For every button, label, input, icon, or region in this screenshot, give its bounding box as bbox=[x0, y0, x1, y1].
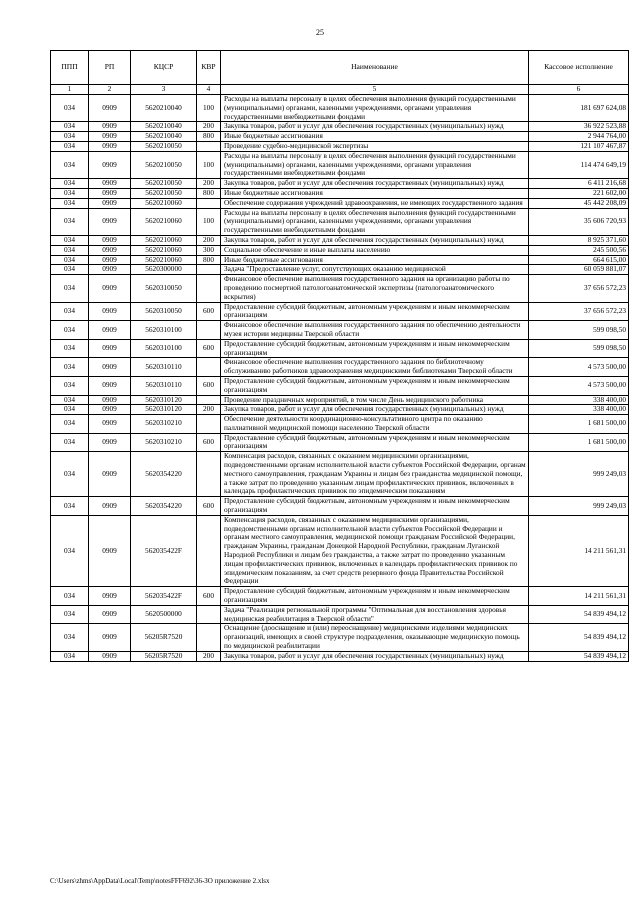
cell-kcsr: 5620310210 bbox=[131, 433, 197, 452]
cell-amount: 35 606 720,93 bbox=[529, 208, 629, 235]
table-row bbox=[51, 624, 629, 651]
cell-rp: 0909 bbox=[89, 245, 131, 255]
cell-name: Расходы на выплаты персоналу в целях обеспечения выполнения функций государственными (муниципальными) органами, казенными учреждениями, органами управления государственными внебюджетными фондами bbox=[221, 95, 529, 122]
cell-ppp: 034 bbox=[51, 358, 89, 377]
cell-name: Предоставление субсидий бюджетным, автономным учреждениям и иным некоммерческим организациям bbox=[221, 587, 529, 606]
cell-rp: 0909 bbox=[89, 198, 131, 208]
table-row bbox=[51, 302, 629, 321]
cell-kcsr: 5620210050 bbox=[131, 151, 197, 178]
cell-amount: 664 615,00 bbox=[529, 255, 629, 265]
cell-name: Предоставление субсидий бюджетным, автономным учреждениям и иным некоммерческим организациям bbox=[221, 497, 529, 516]
cell-rp: 0909 bbox=[89, 265, 131, 275]
cell-ppp: 034 bbox=[51, 405, 89, 415]
cell-kcsr: 5620354220 bbox=[131, 452, 197, 497]
cell-amount: 4 573 500,00 bbox=[529, 376, 629, 395]
cell-kcsr: 5620210050 bbox=[131, 188, 197, 198]
cell-ppp: 034 bbox=[51, 339, 89, 358]
cell-amount: 181 697 624,08 bbox=[529, 95, 629, 122]
table-row bbox=[51, 122, 629, 132]
table-row bbox=[51, 358, 629, 377]
cell-rp: 0909 bbox=[89, 151, 131, 178]
cell-ppp: 034 bbox=[51, 151, 89, 178]
cell-kcsr: 5620210060 bbox=[131, 208, 197, 235]
cell-kcsr: 5620210060 bbox=[131, 255, 197, 265]
table-row bbox=[51, 245, 629, 255]
cell-rp: 0909 bbox=[89, 188, 131, 198]
cell-kcsr: 562035422F bbox=[131, 587, 197, 606]
table-row bbox=[51, 208, 629, 235]
cell-rp: 0909 bbox=[89, 587, 131, 606]
cell-kvr: 600 bbox=[197, 339, 221, 358]
cell-rp: 0909 bbox=[89, 624, 131, 651]
file-path-footer: C:\Users\zhms\AppData\Local\Temp\notesFFF692\36-ЗО приложение 2.xlsx bbox=[50, 877, 270, 885]
cell-rp: 0909 bbox=[89, 132, 131, 142]
cell-ppp: 034 bbox=[51, 497, 89, 516]
cell-rp: 0909 bbox=[89, 122, 131, 132]
cell-rp: 0909 bbox=[89, 395, 131, 405]
cell-kcsr: 562035422F bbox=[131, 515, 197, 586]
cell-amount: 37 656 572,23 bbox=[529, 275, 629, 302]
cell-amount: 60 059 881,07 bbox=[529, 265, 629, 275]
cell-name: Предоставление субсидий бюджетным, автономным учреждениям и иным некоммерческим организациям bbox=[221, 376, 529, 395]
cell-kvr: 100 bbox=[197, 151, 221, 178]
cell-ppp: 034 bbox=[51, 188, 89, 198]
cell-amount: 14 211 561,31 bbox=[529, 515, 629, 586]
col-name: Наименование bbox=[221, 51, 529, 85]
cell-kvr: 800 bbox=[197, 255, 221, 265]
table-row bbox=[51, 339, 629, 358]
table-row bbox=[51, 415, 629, 434]
table-row bbox=[51, 198, 629, 208]
cell-rp: 0909 bbox=[89, 339, 131, 358]
cell-ppp: 034 bbox=[51, 265, 89, 275]
table-row bbox=[51, 275, 629, 302]
table-row bbox=[51, 141, 629, 151]
cell-ppp: 034 bbox=[51, 275, 89, 302]
cell-kcsr: 5620210040 bbox=[131, 122, 197, 132]
cell-ppp: 034 bbox=[51, 433, 89, 452]
cell-kvr: 100 bbox=[197, 95, 221, 122]
cell-kcsr: 5620310120 bbox=[131, 395, 197, 405]
cell-amount: 999 249,03 bbox=[529, 497, 629, 516]
cell-name: Предоставление субсидий бюджетным, автономным учреждениям и иным некоммерческим организациям bbox=[221, 339, 529, 358]
cell-name: Финансовое обеспечение выполнения государственного задания по библиотечному обслуживанию работников здравоохранения медицинскими библиотеками Тверской области bbox=[221, 358, 529, 377]
cell-ppp: 034 bbox=[51, 198, 89, 208]
cell-kvr: 200 bbox=[197, 235, 221, 245]
col-kvr: КВР bbox=[197, 51, 221, 85]
cell-kvr: 200 bbox=[197, 179, 221, 189]
cell-kcsr: 5620310110 bbox=[131, 376, 197, 395]
table-row bbox=[51, 179, 629, 189]
table-row bbox=[51, 587, 629, 606]
cell-ppp: 034 bbox=[51, 302, 89, 321]
col-amount: Кассовое исполнение bbox=[529, 51, 629, 85]
cell-kvr bbox=[197, 605, 221, 624]
table-row bbox=[51, 95, 629, 122]
col-number: 5 bbox=[221, 85, 529, 95]
cell-kcsr: 5620210050 bbox=[131, 179, 197, 189]
cell-kvr: 600 bbox=[197, 587, 221, 606]
table-row bbox=[51, 605, 629, 624]
cell-kvr bbox=[197, 358, 221, 377]
table-row bbox=[51, 376, 629, 395]
col-number: 4 bbox=[197, 85, 221, 95]
cell-amount: 245 500,56 bbox=[529, 245, 629, 255]
cell-name: Оснащение (дооснащение и (или) переоснащение) медицинскими изделиями медицинских организаций, имеющих в своей структуре подразделения, оказывающие медицинскую помощь по медицинской реабилитации bbox=[221, 624, 529, 651]
cell-rp: 0909 bbox=[89, 376, 131, 395]
cell-kcsr: 5620210050 bbox=[131, 141, 197, 151]
cell-kvr: 800 bbox=[197, 132, 221, 142]
col-number: 6 bbox=[529, 85, 629, 95]
cell-kvr bbox=[197, 452, 221, 497]
cell-kcsr: 5620310050 bbox=[131, 275, 197, 302]
cell-ppp: 034 bbox=[51, 624, 89, 651]
cell-kvr: 600 bbox=[197, 433, 221, 452]
col-ppp: ППП bbox=[51, 51, 89, 85]
col-number: 2 bbox=[89, 85, 131, 95]
cell-name: Иные бюджетные ассигнования bbox=[221, 255, 529, 265]
cell-rp: 0909 bbox=[89, 208, 131, 235]
cell-rp: 0909 bbox=[89, 275, 131, 302]
cell-ppp: 034 bbox=[51, 321, 89, 340]
cell-ppp: 034 bbox=[51, 415, 89, 434]
cell-rp: 0909 bbox=[89, 255, 131, 265]
table-row bbox=[51, 188, 629, 198]
cell-ppp: 034 bbox=[51, 235, 89, 245]
cell-name: Задача "Предоставление услуг, сопутствующих оказанию медицинской bbox=[221, 265, 529, 275]
col-rp: РП bbox=[89, 51, 131, 85]
cell-amount: 14 211 561,31 bbox=[529, 587, 629, 606]
cell-ppp: 034 bbox=[51, 179, 89, 189]
cell-kvr bbox=[197, 515, 221, 586]
table-row bbox=[51, 433, 629, 452]
table-row bbox=[51, 235, 629, 245]
cell-name: Предоставление субсидий бюджетным, автономным учреждениям и иным некоммерческим организациям bbox=[221, 302, 529, 321]
cell-name: Задача "Реализация региональной программы "Оптимальная для восстановления здоровья медицинская реабилитация в Тверской области" bbox=[221, 605, 529, 624]
table-row bbox=[51, 651, 629, 661]
table-row bbox=[51, 132, 629, 142]
cell-kcsr: 5620310100 bbox=[131, 321, 197, 340]
cell-ppp: 034 bbox=[51, 605, 89, 624]
cell-kcsr: 5620210060 bbox=[131, 245, 197, 255]
cell-ppp: 034 bbox=[51, 245, 89, 255]
cell-name: Закупка товаров, работ и услуг для обеспечения государственных (муниципальных) нужд bbox=[221, 122, 529, 132]
cell-ppp: 034 bbox=[51, 515, 89, 586]
cell-amount: 1 681 500,00 bbox=[529, 415, 629, 434]
cell-rp: 0909 bbox=[89, 415, 131, 434]
table-row bbox=[51, 515, 629, 586]
cell-rp: 0909 bbox=[89, 358, 131, 377]
cell-amount: 54 839 494,12 bbox=[529, 605, 629, 624]
cell-rp: 0909 bbox=[89, 433, 131, 452]
cell-rp: 0909 bbox=[89, 497, 131, 516]
cell-ppp: 034 bbox=[51, 132, 89, 142]
cell-rp: 0909 bbox=[89, 515, 131, 586]
cell-amount: 338 400,00 bbox=[529, 395, 629, 405]
table-row bbox=[51, 151, 629, 178]
cell-rp: 0909 bbox=[89, 141, 131, 151]
cell-ppp: 034 bbox=[51, 255, 89, 265]
cell-amount: 1 681 500,00 bbox=[529, 433, 629, 452]
cell-kvr bbox=[197, 624, 221, 651]
cell-name: Закупка товаров, работ и услуг для обеспечения государственных (муниципальных) нужд bbox=[221, 235, 529, 245]
table-row bbox=[51, 497, 629, 516]
cell-kvr: 600 bbox=[197, 497, 221, 516]
cell-kcsr: 5620210060 bbox=[131, 198, 197, 208]
cell-kcsr: 5620210040 bbox=[131, 95, 197, 122]
cell-ppp: 034 bbox=[51, 452, 89, 497]
cell-ppp: 034 bbox=[51, 651, 89, 661]
cell-kvr bbox=[197, 415, 221, 434]
cell-amount: 54 839 494,12 bbox=[529, 624, 629, 651]
cell-rp: 0909 bbox=[89, 651, 131, 661]
col-kcsr: КЦСР bbox=[131, 51, 197, 85]
cell-kvr: 200 bbox=[197, 651, 221, 661]
cell-name: Проведение праздничных мероприятий, в том числе День медицинского работника bbox=[221, 395, 529, 405]
cell-amount: 8 925 371,60 bbox=[529, 235, 629, 245]
column-number-row bbox=[51, 85, 629, 95]
budget-table bbox=[50, 50, 629, 662]
cell-rp: 0909 bbox=[89, 605, 131, 624]
cell-kvr bbox=[197, 141, 221, 151]
cell-kcsr: 5620300000 bbox=[131, 265, 197, 275]
cell-rp: 0909 bbox=[89, 321, 131, 340]
cell-kcsr: 5620310120 bbox=[131, 405, 197, 415]
table-row bbox=[51, 321, 629, 340]
cell-rp: 0909 bbox=[89, 452, 131, 497]
cell-kcsr: 5620310050 bbox=[131, 302, 197, 321]
cell-kcsr: 56205R7520 bbox=[131, 651, 197, 661]
cell-name: Расходы на выплаты персоналу в целях обеспечения выполнения функций государственными (муниципальными) органами, казенными учреждениями, органами управления государственными внебюджетными фондами bbox=[221, 208, 529, 235]
cell-kvr bbox=[197, 198, 221, 208]
cell-rp: 0909 bbox=[89, 405, 131, 415]
cell-amount: 4 573 500,00 bbox=[529, 358, 629, 377]
cell-name: Предоставление субсидий бюджетным, автономным учреждениям и иным некоммерческим организациям bbox=[221, 433, 529, 452]
cell-ppp: 034 bbox=[51, 395, 89, 405]
cell-kcsr: 56205R7520 bbox=[131, 624, 197, 651]
cell-kvr bbox=[197, 321, 221, 340]
cell-name: Закупка товаров, работ и услуг для обеспечения государственных (муниципальных) нужд bbox=[221, 405, 529, 415]
cell-kcsr: 5620310110 bbox=[131, 358, 197, 377]
cell-amount: 2 944 764,00 bbox=[529, 132, 629, 142]
cell-name: Компенсация расходов, связанных с оказанием медицинскими организациями, подведомственными органам исполнительной власти субъектов Российской Федерации, органам местного самоуправления, гражданам Украины и лицам без гражданства медицинской помощи, а также затрат по проведению указанным лицам профилактических прививок, включенных в календарь профилактических прививок по эпидемическим показаниям bbox=[221, 452, 529, 497]
cell-kvr bbox=[197, 275, 221, 302]
cell-name: Закупка товаров, работ и услуг для обеспечения государственных (муниципальных) нужд bbox=[221, 179, 529, 189]
cell-amount: 36 922 523,88 bbox=[529, 122, 629, 132]
cell-name: Иные бюджетные ассигнования bbox=[221, 188, 529, 198]
cell-kvr bbox=[197, 265, 221, 275]
cell-name: Финансовое обеспечение выполнения государственного задания на организацию работы по проведению посмертной патологоанатомической экспертизы (патологоанатомического вскрытия) bbox=[221, 275, 529, 302]
page-number: 25 bbox=[316, 28, 324, 37]
cell-kvr: 200 bbox=[197, 405, 221, 415]
cell-amount: 54 839 494,12 bbox=[529, 651, 629, 661]
cell-kcsr: 5620354220 bbox=[131, 497, 197, 516]
cell-amount: 45 442 208,09 bbox=[529, 198, 629, 208]
cell-name: Компенсация расходов, связанных с оказанием медицинскими организациями, подведомственными органам исполнительной власти субъектов Российской Федерации и органам местного самоуправления, медицинской помощи гражданам Российской Федерации, гражданам Украины, гражданам Донецкой Народной Республики, гражданам Луганской Народной Республики и лицам без гражданства, а также затрат по проведению указанным лицам профилактических прививок, включенных в календарь профилактических прививок по эпидемическим показаниям, за счет средств резервного фонда Правительства Российской Федерации bbox=[221, 515, 529, 586]
cell-rp: 0909 bbox=[89, 179, 131, 189]
cell-kcsr: 5620310210 bbox=[131, 415, 197, 434]
cell-kvr: 600 bbox=[197, 302, 221, 321]
col-number: 3 bbox=[131, 85, 197, 95]
cell-ppp: 034 bbox=[51, 122, 89, 132]
cell-amount: 338 400,00 bbox=[529, 405, 629, 415]
cell-name: Закупка товаров, работ и услуг для обеспечения государственных (муниципальных) нужд bbox=[221, 651, 529, 661]
header-row bbox=[51, 51, 629, 85]
cell-amount: 221 602,00 bbox=[529, 188, 629, 198]
cell-amount: 6 411 216,68 bbox=[529, 179, 629, 189]
cell-ppp: 034 bbox=[51, 208, 89, 235]
cell-amount: 599 098,50 bbox=[529, 321, 629, 340]
cell-kvr: 800 bbox=[197, 188, 221, 198]
cell-amount: 121 107 467,87 bbox=[529, 141, 629, 151]
cell-kcsr: 5620210040 bbox=[131, 132, 197, 142]
cell-rp: 0909 bbox=[89, 95, 131, 122]
cell-name: Иные бюджетные ассигнования bbox=[221, 132, 529, 142]
table-row bbox=[51, 452, 629, 497]
cell-amount: 999 249,03 bbox=[529, 452, 629, 497]
col-number: 1 bbox=[51, 85, 89, 95]
cell-kvr: 200 bbox=[197, 122, 221, 132]
cell-name: Обеспечение деятельности координационно-консультативного центра по оказанию паллиативной медицинской помощи населению Тверской области bbox=[221, 415, 529, 434]
cell-kvr: 100 bbox=[197, 208, 221, 235]
cell-name: Проведение судебно-медицинской экспертизы bbox=[221, 141, 529, 151]
cell-name: Социальное обеспечение и иные выплаты населению bbox=[221, 245, 529, 255]
cell-ppp: 034 bbox=[51, 376, 89, 395]
cell-kvr: 300 bbox=[197, 245, 221, 255]
cell-amount: 599 098,50 bbox=[529, 339, 629, 358]
cell-amount: 37 656 572,23 bbox=[529, 302, 629, 321]
cell-rp: 0909 bbox=[89, 235, 131, 245]
cell-ppp: 034 bbox=[51, 587, 89, 606]
cell-kcsr: 5620210060 bbox=[131, 235, 197, 245]
cell-kcsr: 5620500000 bbox=[131, 605, 197, 624]
cell-kcsr: 5620310100 bbox=[131, 339, 197, 358]
cell-kvr: 600 bbox=[197, 376, 221, 395]
cell-name: Обеспечение содержания учреждений здравоохранения, не имеющих государственного задания bbox=[221, 198, 529, 208]
cell-ppp: 034 bbox=[51, 141, 89, 151]
cell-amount: 114 474 649,19 bbox=[529, 151, 629, 178]
cell-name: Расходы на выплаты персоналу в целях обеспечения выполнения функций государственными (муниципальными) органами, казенными учреждениями, органами управления государственными внебюджетными фондами bbox=[221, 151, 529, 178]
cell-name: Финансовое обеспечение выполнения государственного задания по обеспечению деятельности музея истории медицины Тверской области bbox=[221, 321, 529, 340]
cell-ppp: 034 bbox=[51, 95, 89, 122]
cell-rp: 0909 bbox=[89, 302, 131, 321]
